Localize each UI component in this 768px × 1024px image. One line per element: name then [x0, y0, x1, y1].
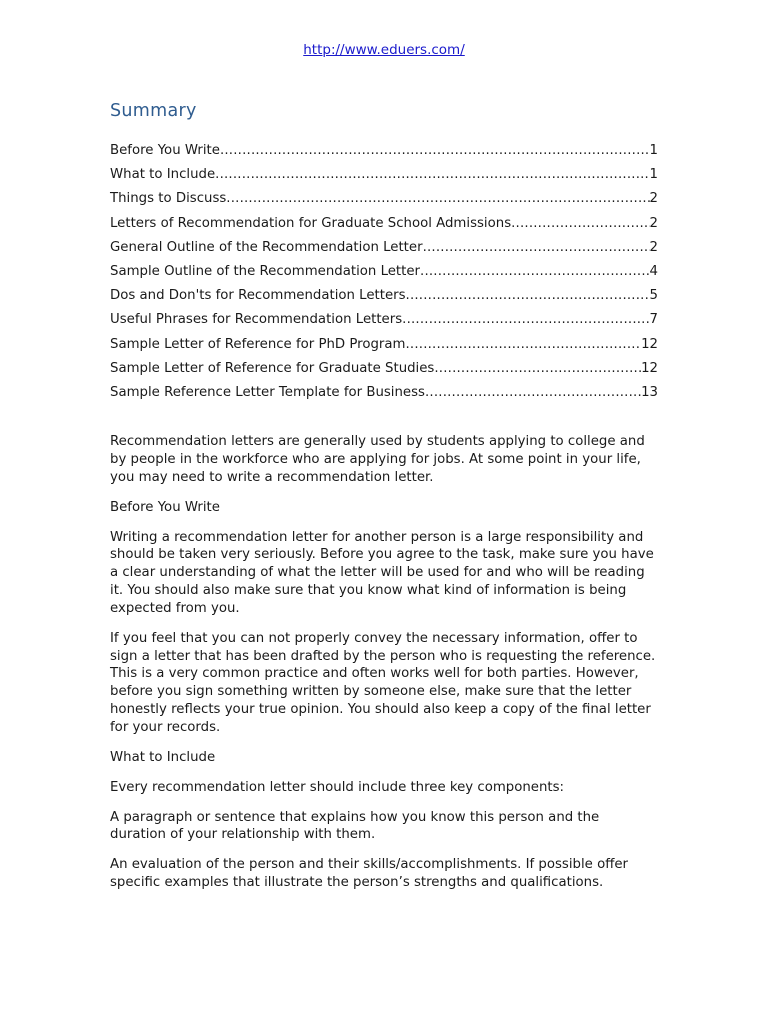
toc-item-useful-phrases[interactable] [110, 310, 658, 334]
intro-paragraph: Recommendation letters are generally used by students applying to college and by people in the workforce who are applying for jobs. At some point in your life, you may need to write a recommendation letter. [110, 434, 645, 485]
section-heading-what-to-include: What to Include [110, 749, 216, 765]
toc-item-page: 12 [641, 336, 658, 352]
summary-title: Summary [110, 101, 197, 121]
document-body [110, 433, 658, 904]
table-of-contents [110, 141, 658, 407]
toc-leader-dots [423, 238, 650, 258]
toc-item-graduate-studies[interactable] [110, 359, 658, 383]
toc-item-label: Sample Outline of the Recommendation Letter [110, 263, 421, 279]
toc-item-page: 13 [641, 384, 658, 400]
section-heading-before-you-write: Before You Write [110, 499, 220, 515]
body-paragraph: If you feel that you can not properly convey the necessary information, offer to sign a letter that has been drafted by the person who is requesting the reference. This is a very common practice and often works well for both parties. However, before you sign something written by someone else, make sure that the letter honestly reflects your true opinion. You should also keep a copy of the final letter for your records. [110, 630, 656, 735]
body-paragraph: A paragraph or sentence that explains how you know this person and the duration of your relationship with them. [110, 809, 600, 843]
toc-item-dos-and-donts[interactable] [110, 286, 658, 310]
toc-item-page: 2 [649, 191, 658, 207]
toc-leader-dots [406, 335, 642, 355]
toc-item-label: Before You Write [110, 143, 220, 158]
toc-leader-dots [220, 141, 650, 161]
toc-leader-dots [420, 262, 650, 282]
toc-item-label: What to Include [110, 167, 216, 183]
toc-item-label: Dos and Don'ts for Recommendation Letters [110, 288, 406, 304]
toc-item-label: Letters of Recommendation for Graduate School Admissions [110, 215, 512, 231]
toc-item-page: 4 [649, 263, 658, 279]
body-paragraph: Writing a recommendation letter for another person is a large responsibility and should be taken very seriously. Before you agree to the task, make sure you have a clear understanding of what the letter will be used for and who will be reading it. You should also make sure that you know what kind of information is being expected from you. [110, 529, 654, 616]
toc-item-page: 2 [649, 215, 658, 231]
body-paragraph: Every recommendation letter should include three key components: [110, 779, 565, 795]
toc-item-page: 2 [649, 239, 658, 255]
toc-item-what-to-include[interactable] [110, 165, 658, 189]
website-link[interactable]: http://www.eduers.com/ [303, 42, 465, 58]
toc-item-label: Sample Letter of Reference for PhD Program [110, 336, 406, 352]
toc-item-phd-program[interactable] [110, 335, 658, 359]
toc-leader-dots [226, 189, 649, 209]
toc-leader-dots [402, 310, 649, 330]
toc-item-business-template[interactable] [110, 383, 658, 407]
toc-item-page: 5 [649, 288, 658, 304]
toc-item-label: Sample Reference Letter Template for Business [110, 384, 425, 400]
toc-item-before-you-write[interactable] [110, 141, 658, 165]
toc-item-page: 12 [641, 360, 658, 376]
toc-leader-dots [425, 383, 641, 403]
toc-item-graduate-school-admissions[interactable] [110, 214, 658, 238]
toc-item-label: Useful Phrases for Recommendation Letters [110, 312, 403, 328]
toc-item-page: 7 [649, 312, 658, 328]
toc-leader-dots [434, 359, 641, 379]
toc-item-things-to-discuss[interactable] [110, 189, 658, 213]
toc-leader-dots [406, 286, 650, 306]
toc-item-page: 1 [649, 143, 658, 158]
toc-item-general-outline[interactable] [110, 238, 658, 262]
toc-leader-dots [215, 165, 649, 185]
toc-item-label: General Outline of the Recommendation Letter [110, 239, 423, 255]
toc-item-sample-outline[interactable] [110, 262, 658, 286]
body-paragraph: An evaluation of the person and their skills/accomplishments. If possible offer specific examples that illustrate the person’s strengths and qualifications. [110, 857, 629, 891]
toc-item-label: Things to Discuss [110, 191, 227, 207]
toc-leader-dots [511, 214, 649, 234]
toc-item-label: Sample Letter of Reference for Graduate Studies [110, 360, 435, 376]
toc-item-page: 1 [649, 167, 658, 183]
